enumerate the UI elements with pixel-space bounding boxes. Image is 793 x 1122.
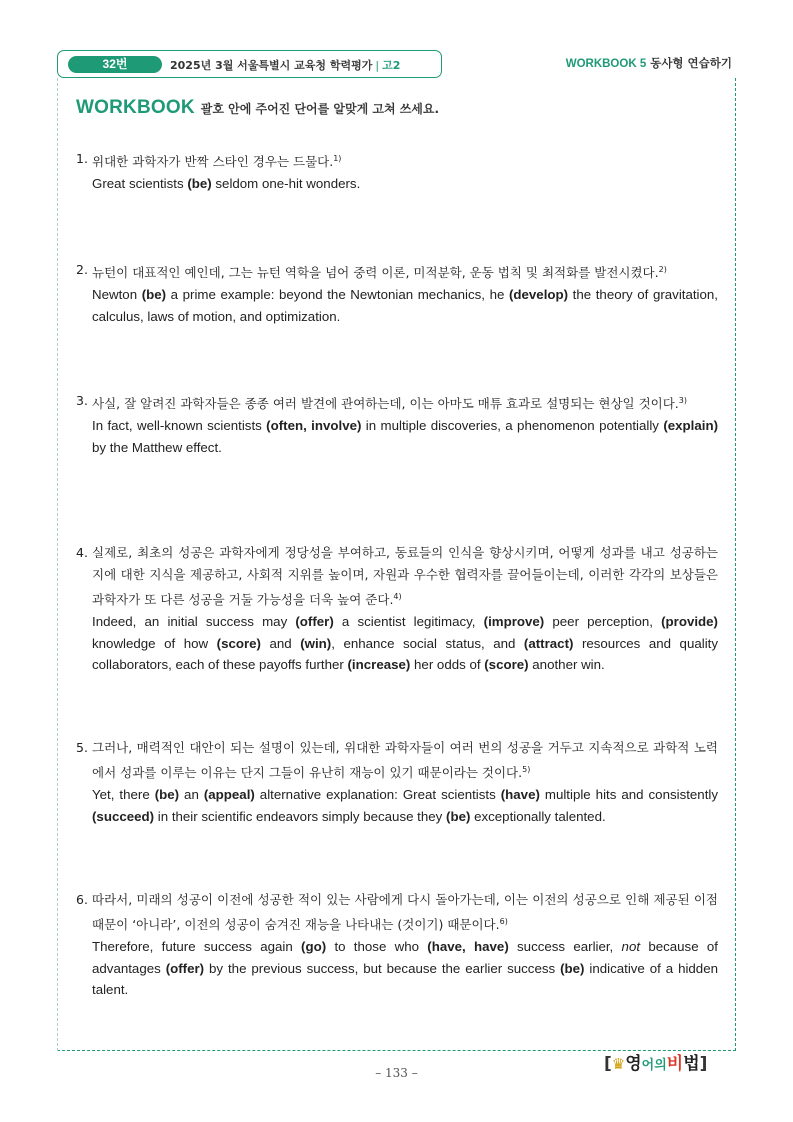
workbook-instruction: 괄호 안에 주어진 단어를 알맞게 고쳐 쓰세요. xyxy=(200,102,440,116)
exam-title-separator: | xyxy=(375,59,380,72)
verb-prompt: (appeal) xyxy=(203,787,255,803)
verb-prompt: (explain) xyxy=(663,418,719,434)
verb-prompt: (score) xyxy=(484,657,529,673)
verb-prompt: (develop) xyxy=(508,287,569,303)
grade-label: 고2 xyxy=(382,59,401,72)
english-sentence: Yet, there (be) an (appeal) alternative explanation: Great scientists (have) multiple hits and consistently (succeed) in their scientific endeavors simply because they (be) exceptionally talented. xyxy=(92,787,718,824)
verb-prompt: (provide) xyxy=(661,614,718,630)
verb-prompt: (have) xyxy=(500,787,540,803)
verb-prompt: (attract) xyxy=(523,635,574,651)
question-number: 4. xyxy=(76,545,88,560)
footnote-marker: 5) xyxy=(522,765,531,774)
workbook-number: WORKBOOK 5 xyxy=(565,58,647,70)
exam-title xyxy=(170,57,400,73)
footnote-marker: 2) xyxy=(658,265,667,274)
verb-prompt: (be) xyxy=(560,960,585,976)
verb-prompt: (often, involve) xyxy=(266,418,362,434)
verb-prompt: (improve) xyxy=(483,614,545,630)
emphasis: not xyxy=(621,939,641,955)
question-item-2 xyxy=(76,259,718,327)
exam-title-text: 2025년 3월 서울특별시 교육청 학력평가 xyxy=(170,59,373,72)
footnote-marker: 3) xyxy=(678,396,687,405)
korean-sentence: 위대한 과학자가 반짝 스타인 경우는 드물다. xyxy=(92,154,334,170)
english-sentence: In fact, well-known scientists (often, involve) in multiple discoveries, a phenomenon potentially (explain) by the Matthew effect. xyxy=(92,418,719,455)
footnote-marker: 4) xyxy=(393,592,402,601)
korean-sentence: 뉴턴이 대표적인 예인데, 그는 뉴턴 역학을 넘어 중력 이론, 미적분학, 운동 법칙 및 최적화를 발전시켰다. xyxy=(92,265,659,281)
brand-part: 어의 xyxy=(641,1058,667,1073)
english-sentence: Newton (be) a prime example: beyond the Newtonian mechanics, he (develop) the theory of gravitation, calculus, laws of motion, and optimization. xyxy=(92,287,718,324)
workbook-heading xyxy=(76,97,439,119)
verb-prompt: (offer) xyxy=(295,614,334,630)
question-number: 6. xyxy=(76,892,88,907)
workbook-tag xyxy=(566,55,732,71)
bee-icon: ♛ xyxy=(611,1055,626,1073)
english-sentence: Great scientists (be) seldom one-hit wonders. xyxy=(92,176,361,192)
korean-sentence: 따라서, 미래의 성공이 이전에 성공한 적이 있는 사람에게 다시 돌아가는데, 이는 이전의 성공으로 인해 제공된 이점 때문이 ‘아니라’, 이전의 성공이 숨겨진 재능을 나타내는 (것이기) 때문이다. xyxy=(92,892,718,933)
question-number: 3. xyxy=(76,393,88,408)
question-item-4 xyxy=(76,542,718,676)
question-item-6 xyxy=(76,889,718,1001)
verb-prompt: (succeed) xyxy=(92,808,155,824)
verb-prompt: (offer) xyxy=(165,960,205,976)
footnote-marker: 1) xyxy=(333,154,342,163)
page-number: – 133 – xyxy=(375,1066,418,1080)
workbook-logo: WORKBOOK xyxy=(76,97,195,118)
workbook-title: 동사형 연습하기 xyxy=(650,56,732,70)
question-item-5 xyxy=(76,737,718,827)
verb-prompt: (win) xyxy=(300,635,332,651)
brand-part: 영 xyxy=(625,1054,642,1074)
question-number: 5. xyxy=(76,740,88,755)
korean-sentence: 사실, 잘 알려진 과학자들은 종종 여러 발견에 관여하는데, 이는 아마도 매튜 효과로 설명되는 현상일 것이다. xyxy=(92,396,679,412)
verb-prompt: (have, have) xyxy=(427,939,509,955)
english-sentence: Indeed, an initial success may (offer) a scientist legitimacy, (improve) peer perception, (provide) knowledge of how (score) and (win), enhance social status, and (attract) resources and quality collaborators, each of these payoffs further (increase) her odds of (score) another win. xyxy=(92,614,718,673)
question-number: 2. xyxy=(76,262,88,277)
footnote-marker: 6) xyxy=(499,917,508,926)
brand-part: 법 xyxy=(683,1054,700,1074)
korean-sentence: 실제로, 최초의 성공은 과학자에게 정당성을 부여하고, 동료들의 인식을 향상시키며, 어떻게 성과를 내고 성공하는지에 대한 지식을 제공하고, 사회적 지위를 높이며, 자원과 우수한 협력자를 끌어들이는데, 이러한 각각의 보상들은 과학자가 또 다른 성공을 거둘 가능성을 더욱 높여 준다. xyxy=(92,545,718,608)
verb-prompt: (increase) xyxy=(347,657,411,673)
question-item-3 xyxy=(76,390,718,458)
verb-prompt: (be) xyxy=(154,787,180,803)
brand-part: 비 xyxy=(666,1054,684,1074)
question-number-badge: 32번 xyxy=(68,56,162,73)
question-number: 1. xyxy=(76,151,88,166)
brand-bracket-left: [ xyxy=(604,1054,612,1074)
korean-sentence: 그러나, 매력적인 대안이 되는 설명이 있는데, 위대한 과학자들이 여러 번의 성공을 거두고 지속적으로 과학적 노력에서 성과를 이루는 이유는 단지 그들이 유난히 재능이 있기 때문이라는 것이다. xyxy=(92,740,718,781)
english-sentence: Therefore, future success again (go) to those who (have, have) success earlier, not because of advantages (offer) by the previous success, but because the earlier success (be) indicative of a hidden talent. xyxy=(92,939,718,998)
verb-prompt: (be) xyxy=(446,808,471,824)
verb-prompt: (go) xyxy=(301,939,327,955)
question-item-1 xyxy=(76,148,718,195)
verb-prompt: (be) xyxy=(141,287,167,303)
content-frame-left-edge xyxy=(57,78,58,1051)
brand-bracket-right: ] xyxy=(699,1054,708,1074)
verb-prompt: (be) xyxy=(187,176,212,192)
verb-prompt: (score) xyxy=(216,635,261,651)
